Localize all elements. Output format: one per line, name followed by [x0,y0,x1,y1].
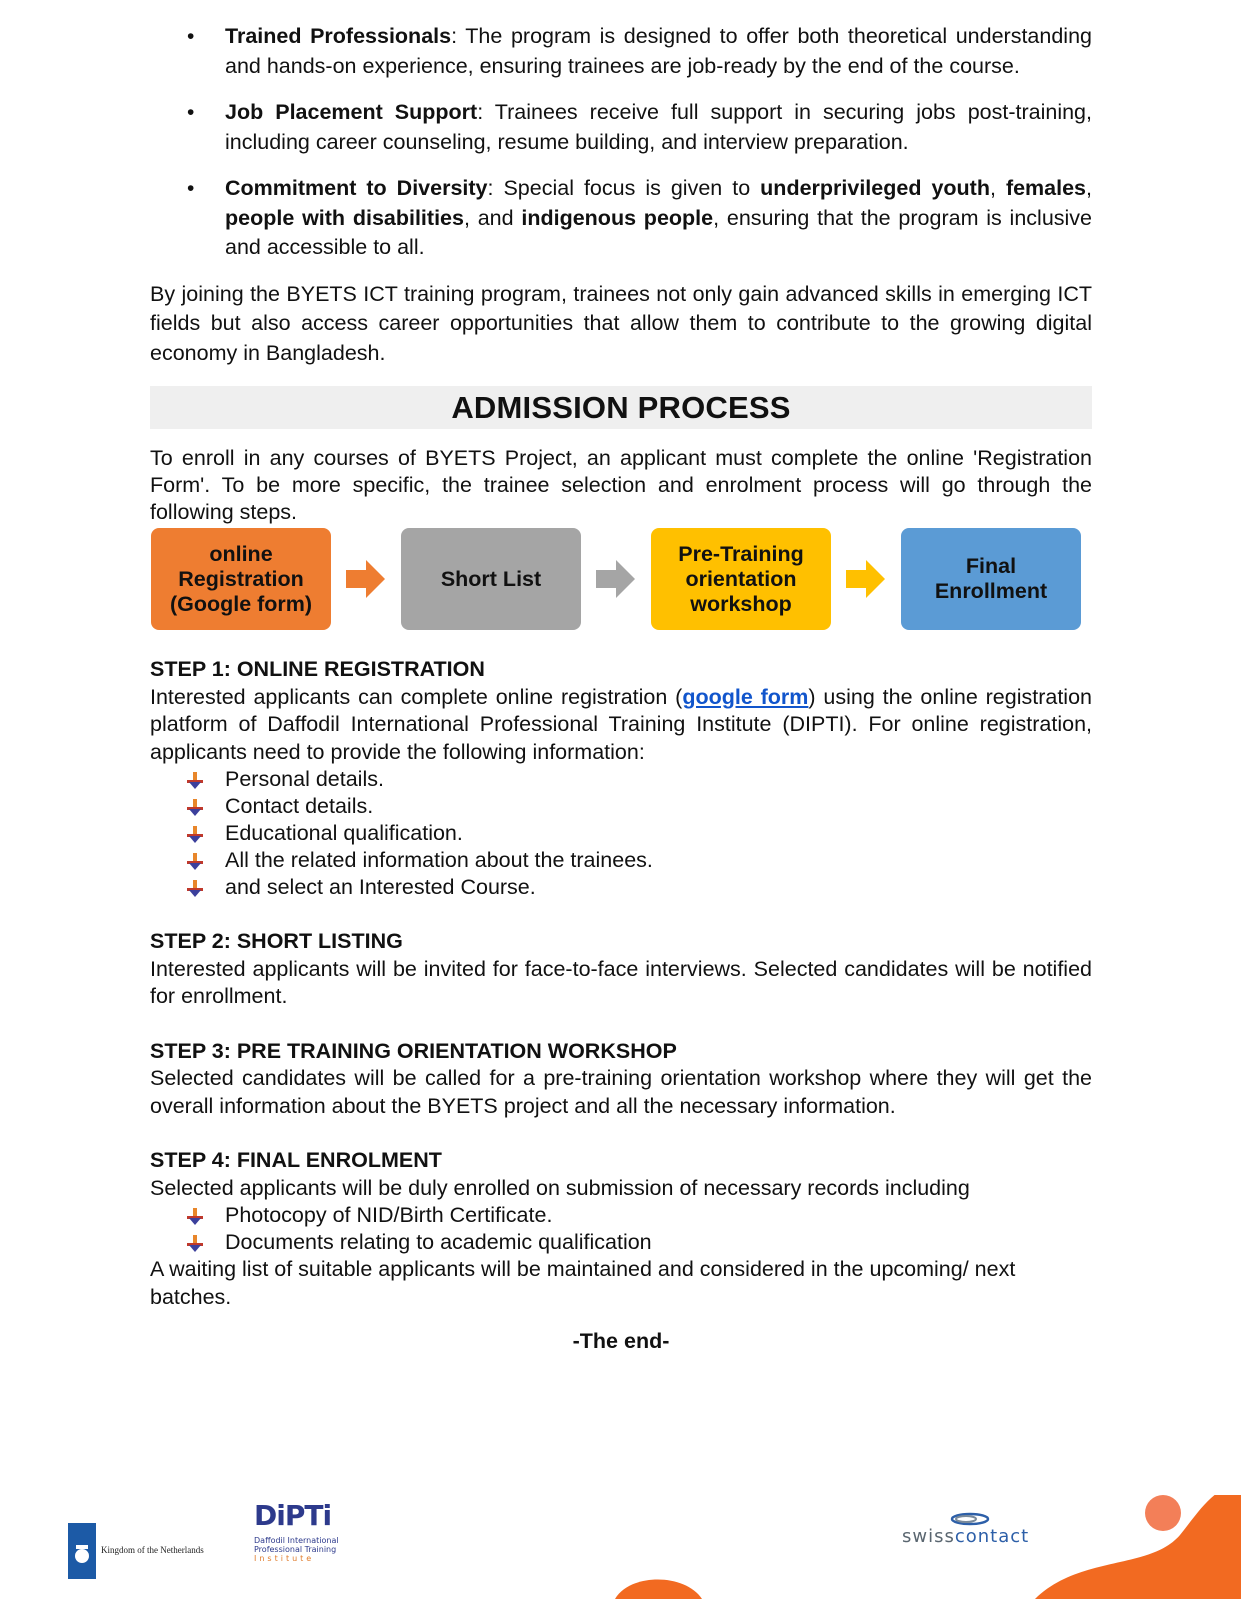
flow-step-orientation [651,528,831,630]
bullet-text: , [1086,176,1093,200]
list-item: All the related information about the trainees. [150,847,1092,874]
step-heading: STEP 1: ONLINE REGISTRATION [150,657,485,681]
google-form-link[interactable]: google form [682,684,809,709]
flow-step-text: Short List [440,566,542,591]
swisscontact-text: contact [954,1526,1030,1547]
closing-paragraph: By joining the BYETS ICT training program, trainees not only gain advanced skills in emerging ICT fields but also access career opportunities that allow them to contribute to the growing digital economy in Bangladesh. [150,281,1092,365]
list-item: Documents relating to academic qualification [150,1229,1092,1256]
registration-info-list [150,766,1092,901]
arrow-bullet-icon [187,853,205,871]
step-heading: STEP 3: PRE TRAINING ORIENTATION WORKSHOP [150,1038,677,1063]
bullet-title: Trained Professionals [225,24,452,48]
step-2 [150,928,1092,1011]
list-item: Personal details. [150,766,1092,793]
step-3 [150,1038,1092,1121]
arrow-bullet-icon [187,799,205,817]
emphasis-text: females [1005,176,1087,200]
flow-step-short-list [401,528,581,630]
list-item: Contact details. [150,793,1092,820]
flow-step-text: Pre-Training [678,541,804,566]
arrow-bullet-icon [187,826,205,844]
flow-arrow-icon [346,559,386,599]
emphasis-text: people with disabilities [225,205,464,230]
netherlands-label: Kingdom of the Netherlands [101,1545,204,1555]
process-flow [151,528,1092,632]
bullet-text: , ensuring that the program is inclusive and accessible to all. [225,205,1093,259]
list-item [150,22,1092,81]
emphasis-text: underprivileged youth [760,176,990,200]
list-item [150,174,1092,263]
step-text-part: Interested applicants can complete online registration ( [150,684,683,709]
step-text [150,684,1092,767]
dipti-subtitle [254,1536,339,1563]
swisscontact-text: swiss [902,1526,955,1547]
step-heading: STEP 4: FINAL ENROLMENT [150,1148,442,1172]
bullet-text: , [989,176,1006,200]
flow-arrow-icon [596,559,636,599]
admission-intro: To enroll in any courses of BYETS Project, an applicant must complete the online 'Registration Form'. To be more specific, the trainee selection and enrolment process will go through the following steps. [150,446,1092,524]
dipti-logo: DiPTi [254,1499,332,1532]
dipti-subtitle-line: Daffodil International [254,1536,339,1545]
waiting-list-text: A waiting list of suitable applicants will be maintained and considered in the upcoming/ next batches. [150,1257,1016,1309]
step-1 [150,656,1092,901]
list-item: Educational qualification. [150,820,1092,847]
flow-step-registration [151,528,331,630]
swisscontact-logo [902,1526,1029,1547]
steps-section [150,656,1092,1311]
list-item: and select an Interested Course. [150,874,1092,901]
flow-arrow-icon [846,559,886,599]
list-item [150,98,1092,157]
bullet-text: : Special focus is given to [487,176,761,200]
flow-step-text: online [209,541,273,566]
list-item: Photocopy of NID/Birth Certificate. [150,1202,1092,1229]
emphasis-text: indigenous people [521,205,714,230]
dipti-subtitle-line: Institute [254,1554,315,1563]
swisscontact-swirl-icon [950,1511,990,1527]
flow-step-text: Final [965,554,1017,578]
flow-step-text: workshop [690,591,792,616]
bullet-title: Job Placement Support [225,100,478,124]
bullet-text: , and [463,205,522,230]
flow-step-text: (Google form) [169,591,313,616]
bullet-dot-icon: • [187,25,195,48]
flow-step-text: Enrollment [934,579,1048,603]
step-text-part: ) using the online registration platform of Daffodil International Professional Training Institute (DIPTI). For online registration, applicants need to provide the following information: [150,684,1092,764]
arrow-bullet-icon [187,1235,205,1253]
step-text: Selected applicants will be duly enrolled on submission of necessary records including [150,1175,970,1200]
feature-bullet-list [150,22,1092,263]
flow-step-text: orientation [685,566,797,591]
bullet-title: Commitment to Diversity [225,176,488,200]
flow-step-enrollment [901,528,1081,630]
bullet-dot-icon: • [187,101,195,124]
step-4 [150,1147,1092,1311]
document-body [150,22,1092,1354]
step-text: Interested applicants will be invited for face-to-face interviews. Selected candidates will be notified for enrollment. [150,956,1092,1008]
bullet-text: : Trainees receive full support in securing jobs post-training, including career counseling, resume building, and interview preparation. [225,100,1092,154]
bullet-dot-icon: • [187,177,195,200]
step-heading: STEP 2: SHORT LISTING [150,929,403,953]
section-heading: ADMISSION PROCESS [451,390,791,425]
arrow-bullet-icon [187,772,205,790]
arrow-bullet-icon [187,1208,205,1226]
dipti-subtitle-line: Professional Training [254,1545,337,1554]
footer [0,1495,1241,1599]
bullet-text: : The program is designed to offer both theoretical understanding and hands-on experience, ensuring trainees are job-ready by the end of the course. [225,24,1092,78]
enrolment-docs-list [150,1202,1092,1256]
arrow-bullet-icon [187,880,205,898]
flow-step-text: Registration [178,566,304,591]
section-banner [150,386,1092,429]
the-end-text: -The end- [572,1329,670,1353]
netherlands-crest-icon [68,1523,96,1579]
step-text: Selected candidates will be called for a pre-training orientation workshop where they will get the overall information about the BYETS project and all the necessary information. [150,1066,1092,1118]
